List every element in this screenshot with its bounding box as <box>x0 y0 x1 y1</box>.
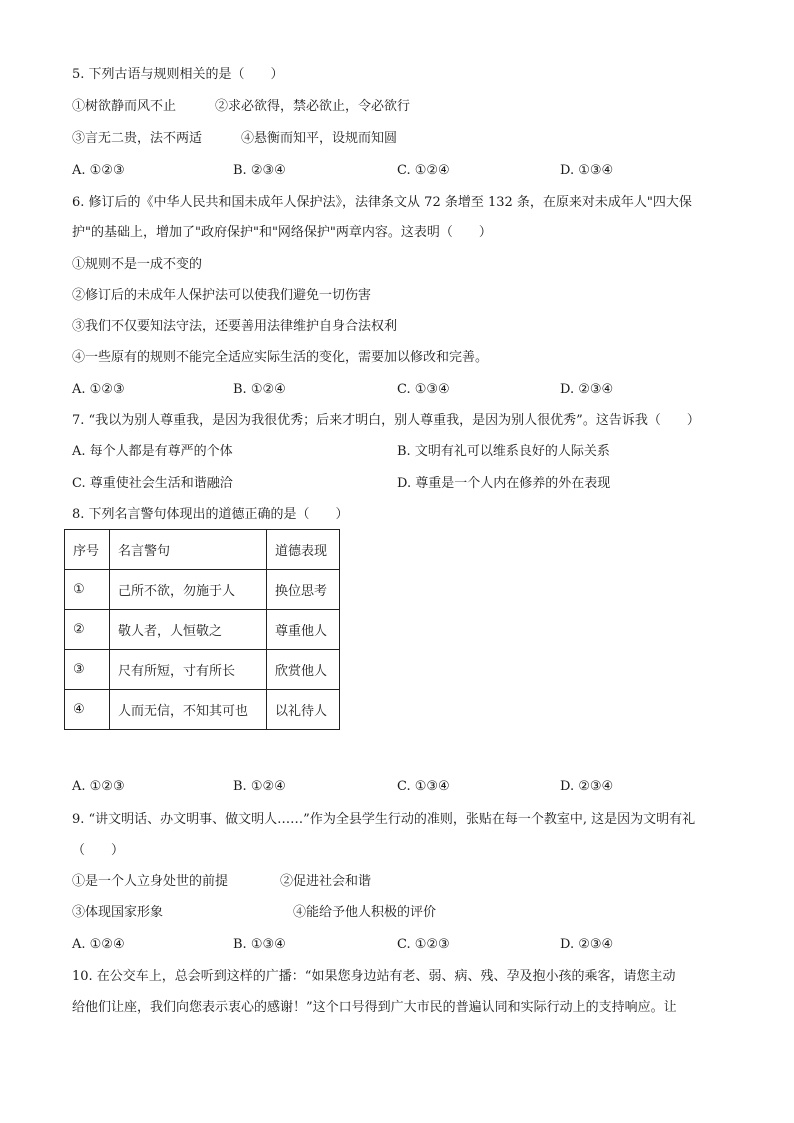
q8-quote-table <box>64 529 340 730</box>
q6-option-b: B. ①②④ <box>233 382 286 397</box>
table-cell: 尊重他人 <box>267 610 340 650</box>
q9-stem-line-2: （ ） <box>72 843 125 858</box>
table-row <box>65 650 340 690</box>
table-cell: 换位思考 <box>267 570 340 610</box>
q8-option-a: A. ①②③ <box>72 779 125 794</box>
q6-option-a: A. ①②③ <box>72 382 125 397</box>
q6-statement-2: ②修订后的未成年人保护法可以使我们避免一切伤害 <box>72 288 372 303</box>
q9-option-d: D. ②③④ <box>560 937 614 952</box>
q9-option-b: B. ①③④ <box>233 937 286 952</box>
table-cell: ① <box>65 570 110 610</box>
q8-stem: 8. 下列名言警句体现出的道德正确的是（ ） <box>72 507 349 522</box>
q6-statement-3: ③我们不仅要知法守法，还要善用法律维护自身合法权利 <box>72 319 398 334</box>
table-row <box>65 570 340 610</box>
q8-option-d: D. ②③④ <box>560 779 614 794</box>
table-cell: ③ <box>65 650 110 690</box>
table-cell: 尺有所短，寸有所长 <box>110 650 267 690</box>
q5-statement-1: ①树欲静而风不止 ②求必欲得，禁必欲止，令必欲行 <box>72 99 411 114</box>
table-header-row <box>65 530 340 570</box>
table-cell: 己所不欲，勿施于人 <box>110 570 267 610</box>
q6-stem-line-2: 护"的基础上，增加了"政府保护"和"网络保护"两章内容。这表明（ ） <box>72 225 492 240</box>
q10-stem-line-2: 给他们让座，我们向您表示衷心的感谢！”这个口号得到广大市民的普遍认同和实际行动上的支持响应。让 <box>72 1000 677 1015</box>
table-cell: 敬人者，人恒敬之 <box>110 610 267 650</box>
q7-option-a: A. 每个人都是有尊严的个体 <box>72 444 233 459</box>
q10-stem-line-1: 10. 在公交车上，总会听到这样的广播：“如果您身边站有老、弱、病、残、孕及抱小孩的乘客，请您主动 <box>72 969 676 984</box>
q5-option-a: A. ①②③ <box>72 163 125 178</box>
q5-option-d: D. ①③④ <box>560 163 614 178</box>
q6-statement-1: ①规则不是一成不变的 <box>72 257 203 272</box>
q9-statement-1: ①是一个人立身处世的前提 ②促进社会和谐 <box>72 874 372 889</box>
q8-option-c: C. ①③④ <box>397 779 450 794</box>
q7-option-b: B. 文明有礼可以维系良好的人际关系 <box>397 444 610 459</box>
q5-statement-2: ③言无二贵，法不两适 ④悬衡而知平，设规而知圆 <box>72 131 398 146</box>
table-cell: ④ <box>65 690 110 730</box>
q7-option-c: C. 尊重使社会生活和谐融洽 <box>72 476 233 491</box>
q7-stem: 7. “我以为别人尊重我，是因为我很优秀；后来才明白，别人尊重我，是因为别人很优秀”。这告诉我（ ） <box>72 413 700 428</box>
table-cell: 人而无信，不知其可也 <box>110 690 267 730</box>
table-cell: ② <box>65 610 110 650</box>
table-cell: 欣赏他人 <box>267 650 340 690</box>
q5-stem: 5. 下列古语与规则相关的是（ ） <box>72 67 284 82</box>
table-header-cell: 序号 <box>65 530 110 570</box>
q9-statement-2: ③体现国家形象 ④能给予他人积极的评价 <box>72 905 437 920</box>
q6-option-c: C. ①③④ <box>397 382 450 397</box>
q9-option-a: A. ①②④ <box>72 937 125 952</box>
q5-option-b: B. ②③④ <box>233 163 286 178</box>
table-cell: 以礼待人 <box>267 690 340 730</box>
q8-option-b: B. ①②④ <box>233 779 286 794</box>
table-header-cell: 道德表现 <box>267 530 340 570</box>
q6-option-d: D. ②③④ <box>560 382 614 397</box>
table-row <box>65 610 340 650</box>
q9-stem-line-1: 9. “讲文明话、办文明事、做文明人……”作为全县学生行动的准则，张贴在每一个教室中, 这是因为文明有礼 <box>72 812 696 827</box>
q7-option-d: D. 尊重是一个人内在修养的外在表现 <box>397 476 611 491</box>
table-row <box>65 690 340 730</box>
q9-option-c: C. ①②③ <box>397 937 450 952</box>
q5-option-c: C. ①②④ <box>397 163 450 178</box>
table-header-cell: 名言警句 <box>110 530 267 570</box>
q6-statement-4: ④一些原有的规则不能完全适应实际生活的变化，需要加以修改和完善。 <box>72 350 489 365</box>
q6-stem-line-1: 6. 修订后的《中华人民共和国未成年人保护法》，法律条文从 72 条增至 132 条，在原来对未成年人"四大保 <box>72 195 692 210</box>
